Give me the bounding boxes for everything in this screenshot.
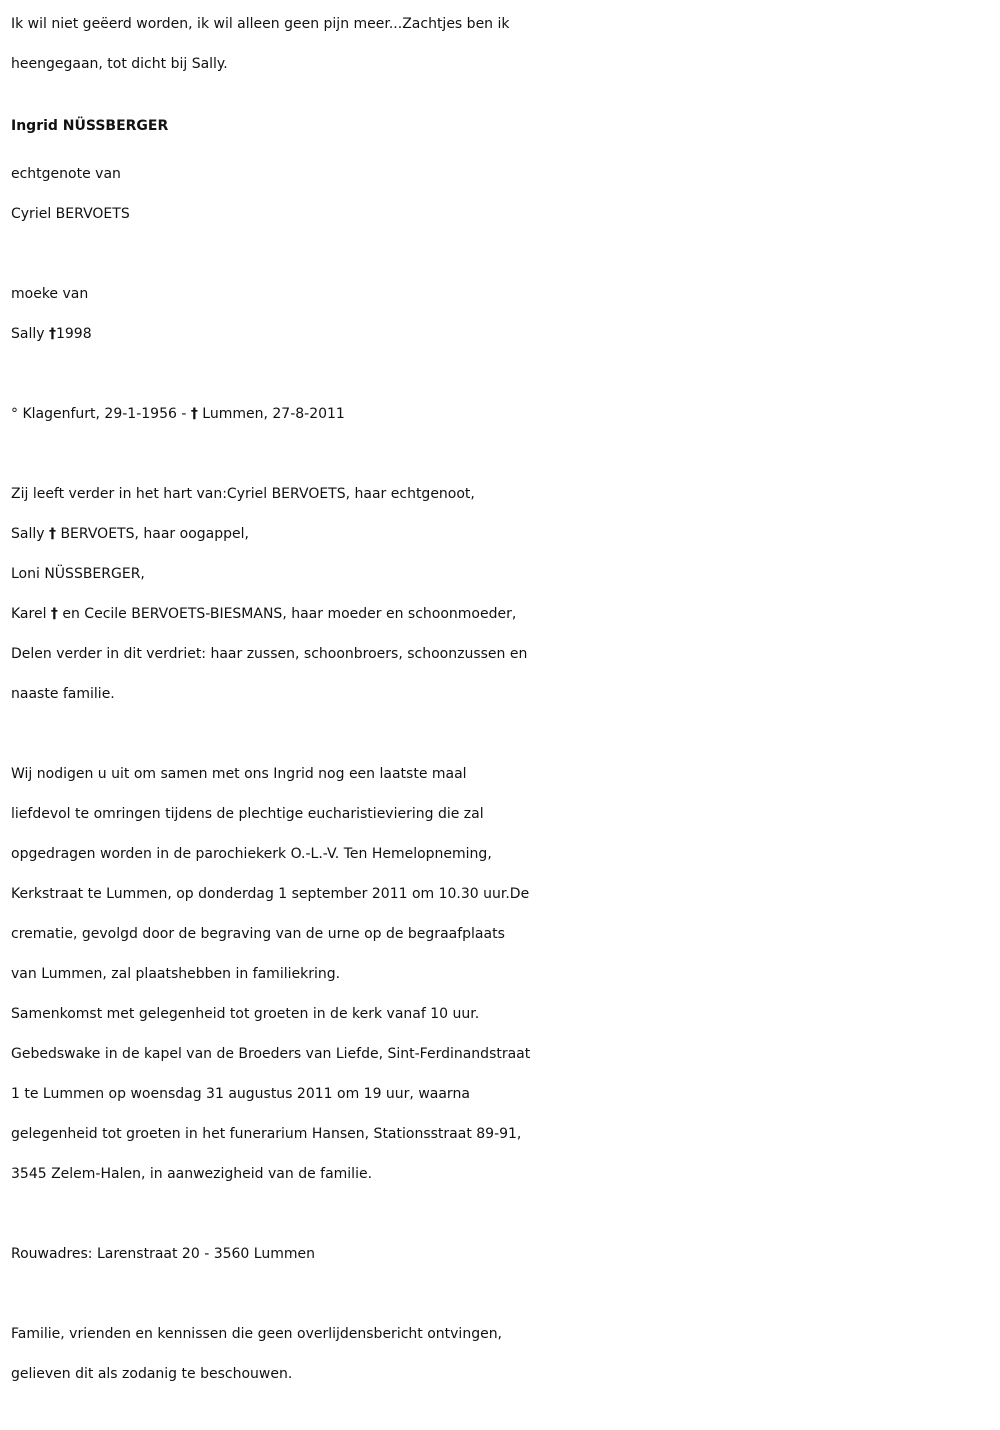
birth-marker: ° bbox=[11, 406, 18, 422]
survivors-line: naaste familie. bbox=[11, 686, 115, 702]
cross-icon: † bbox=[190, 406, 198, 422]
survivors-line bbox=[11, 514, 991, 554]
survivors-line bbox=[11, 594, 991, 634]
quote-line: Ik wil niet geëerd worden, ik wil alleen geen pijn meer...Zachtjes ben ik bbox=[11, 16, 510, 32]
ceremony-line: gelegenheid tot groeten in het funerarium Hansen, Stationsstraat 89-91, bbox=[11, 1126, 522, 1142]
ceremony-line: liefdevol te omringen tijdens de plechtige eucharistieviering die zal bbox=[11, 806, 484, 822]
birth-info: Klagenfurt, 29-1-1956 - bbox=[22, 406, 187, 422]
survivors-line: Loni NÜSSBERGER, bbox=[11, 566, 145, 582]
birth-death-line bbox=[11, 394, 991, 434]
ceremony-line: 3545 Zelem-Halen, in aanwezigheid van de familie. bbox=[11, 1166, 373, 1182]
spouse-label: echtgenote van bbox=[11, 166, 121, 182]
ceremony-line: crematie, gevolgd door de begraving van de urne op de begraafplaats bbox=[11, 926, 505, 942]
closing-line: Familie, vrienden en kennissen die geen overlijdensbericht ontvingen, bbox=[11, 1326, 503, 1342]
survivor-text: en Cecile BERVOETS-BIESMANS, haar moeder en schoonmoeder, bbox=[62, 606, 517, 622]
cross-icon: † bbox=[50, 606, 58, 622]
mother-label: moeke van bbox=[11, 286, 89, 302]
child-name: Sally bbox=[11, 326, 45, 342]
spacer bbox=[11, 434, 991, 474]
cross-icon: † bbox=[48, 526, 56, 542]
survivor-name: Sally bbox=[11, 526, 45, 542]
survivors-line: Zij leeft verder in het hart van:Cyriel BERVOETS, haar echtgenoot, bbox=[11, 486, 475, 502]
spouse-block bbox=[11, 154, 991, 234]
ceremony-line: 1 te Lummen op woensdag 31 augustus 2011 om 19 uur, waarna bbox=[11, 1086, 470, 1102]
closing-block bbox=[11, 1314, 991, 1394]
ceremony-line: Wij nodigen u uit om samen met ons Ingrid nog een laatste maal bbox=[11, 766, 467, 782]
obituary-notice bbox=[11, 4, 991, 1394]
deceased-name: Ingrid NÜSSBERGER bbox=[11, 118, 169, 134]
mother-block bbox=[11, 274, 991, 354]
quote-line: heengegaan, tot dicht bij Sally. bbox=[11, 56, 228, 72]
closing-line: gelieven dit als zodanig te beschouwen. bbox=[11, 1366, 293, 1382]
spacer bbox=[11, 714, 991, 754]
ceremony-line: opgedragen worden in de parochiekerk O.-L.-V. Ten Hemelopneming, bbox=[11, 846, 492, 862]
child-line bbox=[11, 314, 991, 354]
survivors-line: Delen verder in dit verdriet: haar zussen, schoonbroers, schoonzussen en bbox=[11, 646, 528, 662]
spacer bbox=[11, 234, 991, 274]
ceremony-line: Samenkomst met gelegenheid tot groeten in de kerk vanaf 10 uur. bbox=[11, 1006, 480, 1022]
spacer bbox=[11, 1274, 991, 1314]
mourning-address: Rouwadres: Larenstraat 20 - 3560 Lummen bbox=[11, 1246, 315, 1262]
death-info: Lummen, 27-8-2011 bbox=[202, 406, 345, 422]
opening-quote bbox=[11, 4, 991, 84]
spouse-name: Cyriel BERVOETS bbox=[11, 206, 130, 222]
ceremony-block bbox=[11, 754, 991, 1194]
spacer bbox=[11, 354, 991, 394]
ceremony-line: Gebedswake in de kapel van de Broeders van Liefde, Sint-Ferdinandstraat bbox=[11, 1046, 531, 1062]
cross-icon: † bbox=[48, 326, 56, 342]
ceremony-line: Kerkstraat te Lummen, op donderdag 1 september 2011 om 10.30 uur.De bbox=[11, 886, 530, 902]
child-year: 1998 bbox=[55, 326, 92, 342]
spacer bbox=[11, 1194, 991, 1234]
survivors-block bbox=[11, 474, 991, 714]
ceremony-line: van Lummen, zal plaatshebben in familiekring. bbox=[11, 966, 341, 982]
survivor-name: Karel bbox=[11, 606, 47, 622]
survivor-text: BERVOETS, haar oogappel, bbox=[60, 526, 249, 542]
